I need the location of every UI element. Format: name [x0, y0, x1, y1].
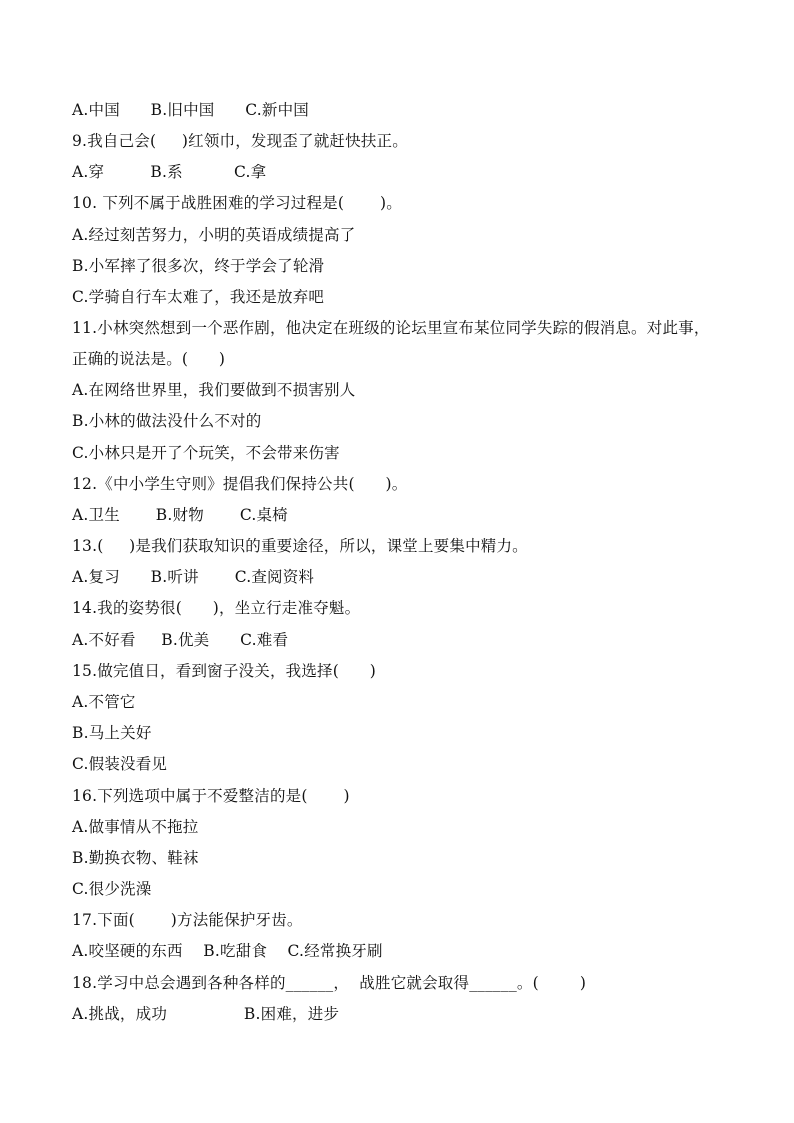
answer-option-q16-a: A.做事情从不拖拉 [72, 818, 199, 836]
question-11-line-2: 正确的说法是。( ) [72, 350, 226, 368]
question-11-line-1: 11.小林突然想到一个恶作剧，他决定在班级的论坛里宣布某位同学失踪的假消息。对此事， [72, 319, 710, 337]
answer-option-q15-b: B.马上关好 [72, 724, 152, 742]
question-10: 10. 下列不属于战胜困难的学习过程是( )。 [72, 194, 402, 212]
question-17: 17.下面( )方法能保护牙齿。 [72, 911, 303, 929]
answer-options-q9: A.穿 B.系 C.拿 [72, 163, 267, 181]
answer-option-q16-c: C.很少洗澡 [72, 880, 152, 898]
answer-options-q14: A.不好看 B.优美 C.难看 [72, 631, 289, 649]
question-15: 15.做完值日，看到窗子没关，我选择( ) [72, 662, 377, 680]
question-14: 14.我的姿势很( )，坐立行走准夺魁。 [72, 599, 361, 617]
answer-option-q11-c: C.小林只是开了个玩笑，不会带来伤害 [72, 444, 340, 462]
answer-options-q8: A.中国 B.旧中国 C.新中国 [72, 101, 309, 119]
question-18: 18.学习中总会遇到各种各样的______， 战胜它就会取得______。( ) [72, 974, 587, 992]
answer-option-q16-b: B.勤换衣物、鞋袜 [72, 849, 199, 867]
answer-option-q15-a: A.不管它 [72, 693, 136, 711]
question-9: 9.我自己会( )红领巾，发现歪了就赶快扶正。 [72, 132, 408, 150]
answer-option-q15-c: C.假装没看见 [72, 755, 168, 773]
answer-option-q11-a: A.在网络世界里，我们要做到不损害别人 [72, 381, 356, 399]
question-12: 12.《中小学生守则》提倡我们保持公共( )。 [72, 475, 408, 493]
answer-options-q13: A.复习 B.听讲 C.查阅资料 [72, 568, 315, 586]
answer-option-q11-b: B.小林的做法没什么不对的 [72, 412, 262, 430]
answer-options-q17: A.咬坚硬的东西 B.吃甜食 C.经常换牙刷 [72, 942, 383, 960]
question-16: 16.下列选项中属于不爱整洁的是( ) [72, 787, 350, 805]
answer-option-q10-a: A.经过刻苦努力，小明的英语成绩提高了 [72, 226, 356, 244]
answer-options-q12: A.卫生 B.财物 C.桌椅 [72, 506, 288, 524]
question-13: 13.( )是我们获取知识的重要途径，所以，课堂上要集中精力。 [72, 537, 528, 555]
answer-option-q10-b: B.小军摔了很多次，终于学会了轮滑 [72, 257, 325, 275]
answer-options-q18: A.挑战，成功 B.困难，进步 [72, 1005, 340, 1023]
answer-option-q10-c: C.学骑自行车太难了，我还是放弃吧 [72, 288, 325, 306]
